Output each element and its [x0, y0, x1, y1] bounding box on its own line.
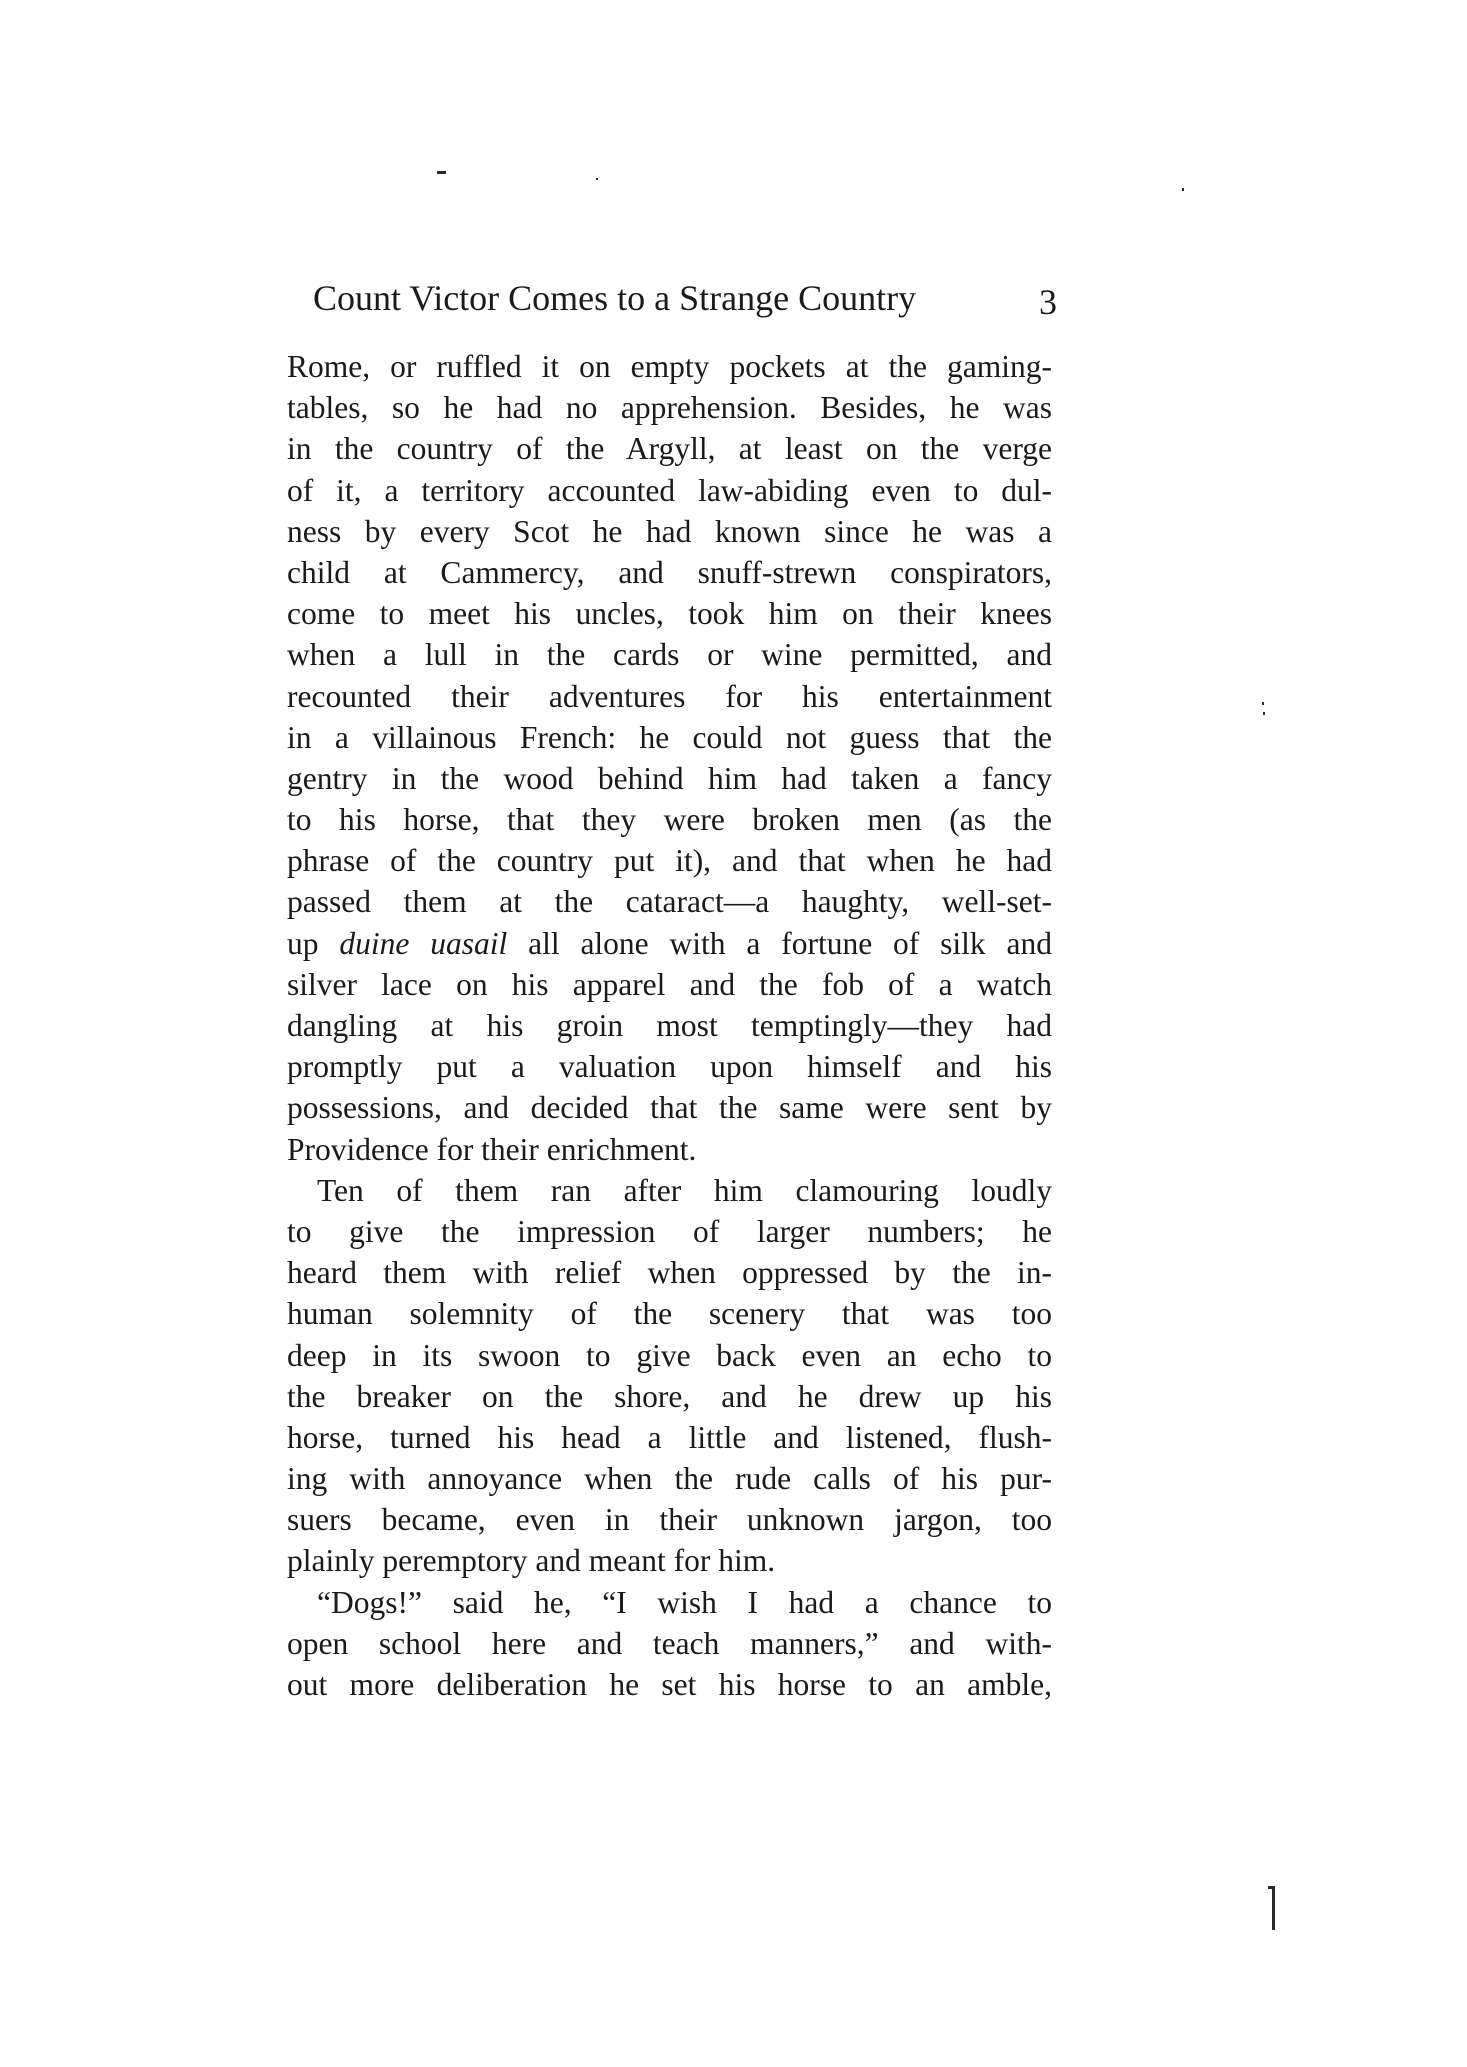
- text-line: ness by every Scot he had known since he was a: [287, 513, 1052, 549]
- scan-speck: [1268, 1886, 1273, 1889]
- scan-speck: [1272, 1886, 1275, 1930]
- text-line: silver lace on his apparel and the fob of a watch: [287, 966, 1052, 1002]
- scan-speck: [437, 171, 446, 174]
- text-line: come to meet his uncles, took him on their knees: [287, 596, 1052, 632]
- text-segment: up: [287, 925, 340, 961]
- text-line: “Dogs!” said he, “I wish I had a chance to: [317, 1584, 1052, 1620]
- text-line: recounted their adventures for his entertainment: [287, 678, 1052, 714]
- text-line: tables, so he had no apprehension. Besides, he was: [287, 390, 1052, 426]
- running-title: Count Victor Comes to a Strange Country: [313, 278, 917, 318]
- scan-speck: [1262, 702, 1264, 705]
- italic-phrase: duine uasail: [339, 925, 508, 961]
- body-text: [287, 346, 1052, 1705]
- text-line: plainly peremptory and meant for him.: [287, 1543, 776, 1579]
- text-line: Providence for their enrichment.: [287, 1131, 697, 1167]
- text-line: in the country of the Argyll, at least on the verge: [287, 431, 1052, 467]
- text-line: phrase of the country put it), and that when he had: [287, 843, 1052, 879]
- text-line: dangling at his groin most temptingly—they had: [287, 1008, 1052, 1043]
- running-header: [313, 272, 1057, 324]
- text-line: possessions, and decided that the same were sent by: [287, 1090, 1052, 1126]
- scan-speck: [1263, 712, 1265, 715]
- text-line: Rome, or ruffled it on empty pockets at the gaming-: [287, 349, 1052, 384]
- text-line: promptly put a valuation upon himself and his: [287, 1049, 1052, 1085]
- text-line: passed them at the cataract—a haughty, well-set-: [287, 884, 1052, 920]
- page-number: 3: [1039, 282, 1057, 322]
- text-line: when a lull in the cards or wine permitted, and: [287, 637, 1052, 673]
- scan-speck: [596, 178, 598, 180]
- text-line: gentry in the wood behind him had taken a fancy: [287, 760, 1052, 796]
- text-line: ing with annoyance when the rude calls of his pur-: [287, 1461, 1052, 1497]
- text-line: of it, a territory accounted law-abiding even to dul-: [287, 472, 1052, 508]
- scan-speck: [1182, 188, 1184, 191]
- text-line: Ten of them ran after him clamouring loudly: [317, 1172, 1052, 1208]
- text-line: child at Cammercy, and snuff-strewn conspirators,: [287, 554, 1052, 590]
- text-line: open school here and teach manners,” and with-: [287, 1625, 1052, 1661]
- text-line: the breaker on the shore, and he drew up his: [287, 1378, 1052, 1414]
- text-line: in a villainous French: he could not guess that the: [287, 719, 1052, 755]
- text-line: suers became, even in their unknown jargon, too: [287, 1502, 1052, 1538]
- text-segment: all alone with a fortune of silk and: [507, 925, 1052, 961]
- text-line: horse, turned his head a little and listened, flush-: [287, 1419, 1052, 1455]
- text-line: to give the impression of larger numbers; he: [287, 1213, 1052, 1249]
- text-line: human solemnity of the scenery that was too: [287, 1296, 1052, 1332]
- text-line: heard them with relief when oppressed by the in-: [287, 1255, 1052, 1291]
- text-line: out more deliberation he set his horse to an amble,: [287, 1667, 1052, 1702]
- text-line: deep in its swoon to give back even an echo to: [287, 1337, 1052, 1373]
- text-line: to his horse, that they were broken men (as the: [287, 802, 1052, 838]
- text-line-with-italic: [287, 923, 1052, 964]
